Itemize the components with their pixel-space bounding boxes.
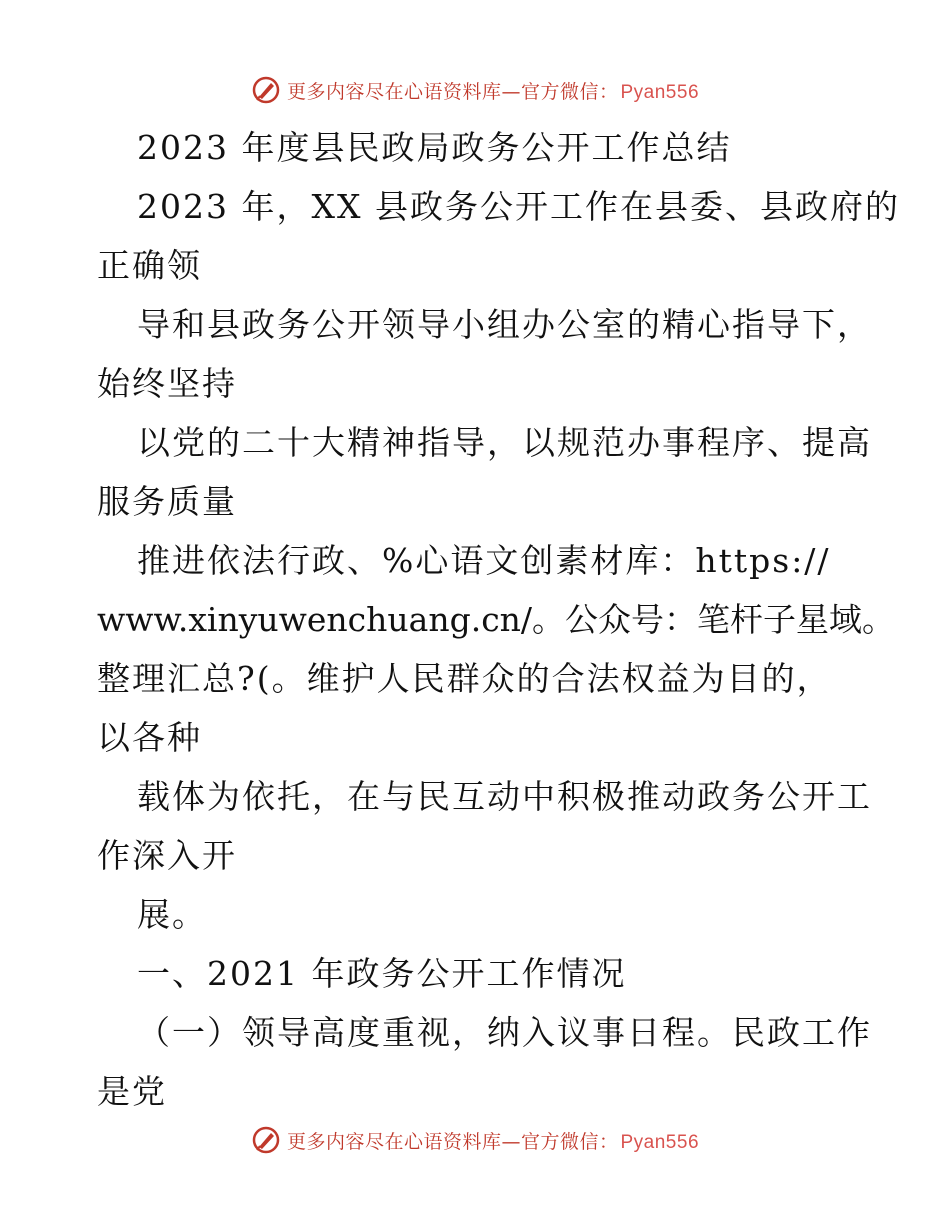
section-heading: 一、2021 年政务公开工作情况: [137, 954, 627, 993]
header-banner: [0, 70, 950, 110]
paragraph-line: 载体为依托，在与民互动中积极推动政务公开工: [137, 777, 872, 816]
document-title: 2023 年度县民政局政务公开工作总结: [137, 128, 732, 167]
paragraph-line: 2023 年，XX 县政务公开工作在县委、县政府的: [137, 187, 900, 226]
document-body: [97, 118, 900, 1121]
paragraph-line: 整理汇总?(。维护人民群众的合法权益为目的，: [97, 659, 832, 698]
quill-pen-logo-icon: [251, 75, 281, 105]
header-banner-text: [287, 77, 699, 104]
paragraph-line: 导和县政务公开领导小组办公室的精心指导下，: [137, 305, 872, 344]
footer-banner-label: 更多内容尽在心语资料库—官方微信：: [286, 1130, 619, 1153]
paragraph-line: www.xinyuwenchuang.cn/。公众号：笔杆子星域。: [97, 600, 896, 639]
paragraph-line: 是党: [97, 1072, 167, 1111]
paragraph-line: 作深入开: [97, 836, 237, 875]
footer-wechat-id: Pyan556: [620, 1131, 700, 1153]
footer-banner-text: [287, 1127, 699, 1154]
paragraph-line: 推进依法行政、%心语文创素材库：https://: [137, 541, 831, 580]
paragraph-line: 以党的二十大精神指导，以规范办事程序、提高: [137, 423, 872, 462]
header-banner-label: 更多内容尽在心语资料库—官方微信：: [286, 80, 619, 103]
quill-pen-logo-icon: [251, 1125, 281, 1155]
footer-banner: [0, 1120, 950, 1160]
paragraph-line: 正确领: [97, 246, 202, 285]
header-wechat-id: Pyan556: [620, 81, 700, 103]
paragraph-line: 以各种: [97, 718, 202, 757]
paragraph-line: 服务质量: [97, 482, 237, 521]
paragraph-line: 始终坚持: [97, 364, 237, 403]
paragraph-line: 展。: [137, 895, 207, 934]
subsection-heading: （一）领导高度重视，纳入议事日程。民政工作: [137, 1013, 872, 1052]
